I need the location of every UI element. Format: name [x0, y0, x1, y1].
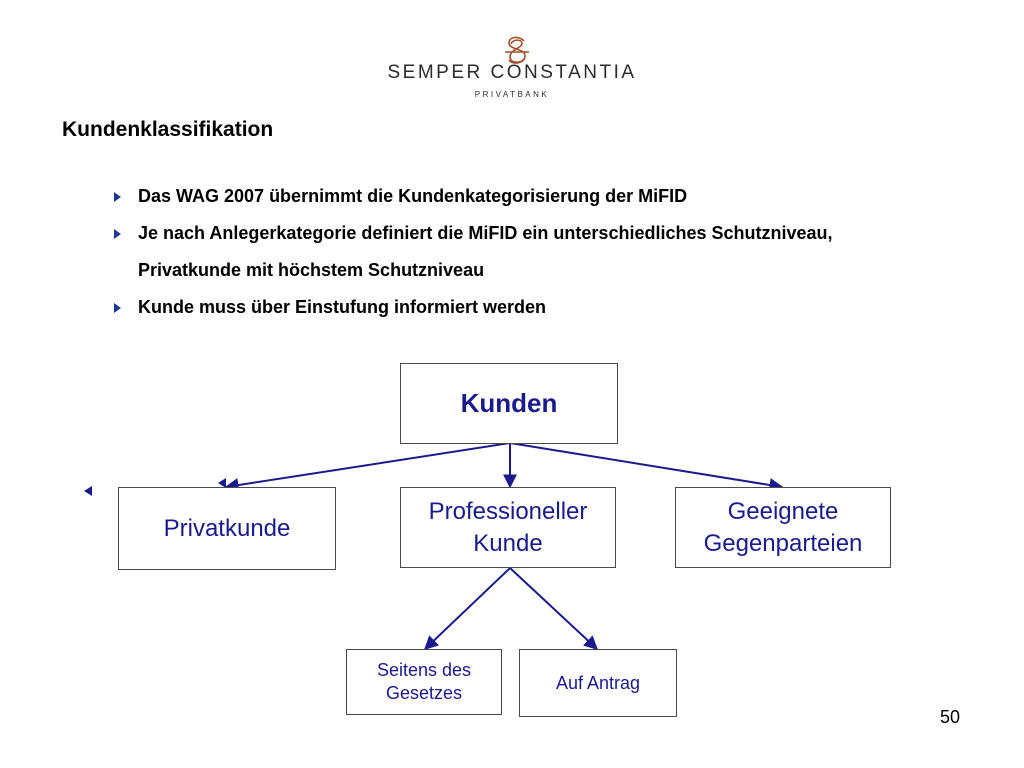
node-seitens-des-gesetzes [346, 649, 502, 715]
node-geeignete-gegenparteien-label: Geeignete Gegenparteien [703, 497, 863, 557]
connector-professionell-antrag [510, 568, 597, 649]
slide-title: Kundenklassifikation [62, 118, 274, 141]
bullet-text: Das WAG 2007 übernimmt die Kundenkategorisierung der MiFID [138, 186, 688, 206]
connector-kunden-gegenparteien [510, 443, 782, 487]
node-auf-antrag [519, 649, 677, 717]
node-auf-antrag-label: Auf Antrag [555, 672, 641, 693]
node-privatkunde [118, 487, 336, 570]
brand-name: SEMPER CONSTANTIA [387, 62, 637, 83]
bullet-text: Je nach Anlegerkategorie definiert die MiFID ein unterschiedliches Schutzniveau, Privatkunde mit höchstem Schutzniveau [138, 223, 833, 280]
connector-kunden-privatkunde [226, 443, 510, 487]
node-professioneller-kunde-label: Professioneller Kunde [428, 497, 588, 557]
page-number: 50 [940, 707, 961, 727]
node-kunden [400, 363, 618, 444]
node-seitens-des-gesetzes-label: Seitens des Gesetzes [376, 660, 472, 703]
stray-arrowhead-icon [84, 486, 92, 496]
node-kunden-label: Kunden [460, 388, 558, 418]
node-professioneller-kunde [400, 487, 616, 568]
node-geeignete-gegenparteien [675, 487, 891, 568]
node-privatkunde-label: Privatkunde [163, 514, 291, 542]
connector-professionell-gesetz [425, 568, 510, 649]
brand-subtitle: PRIVATBANK [474, 90, 550, 99]
bullet-text: Kunde muss über Einstufung informiert werden [138, 297, 547, 317]
